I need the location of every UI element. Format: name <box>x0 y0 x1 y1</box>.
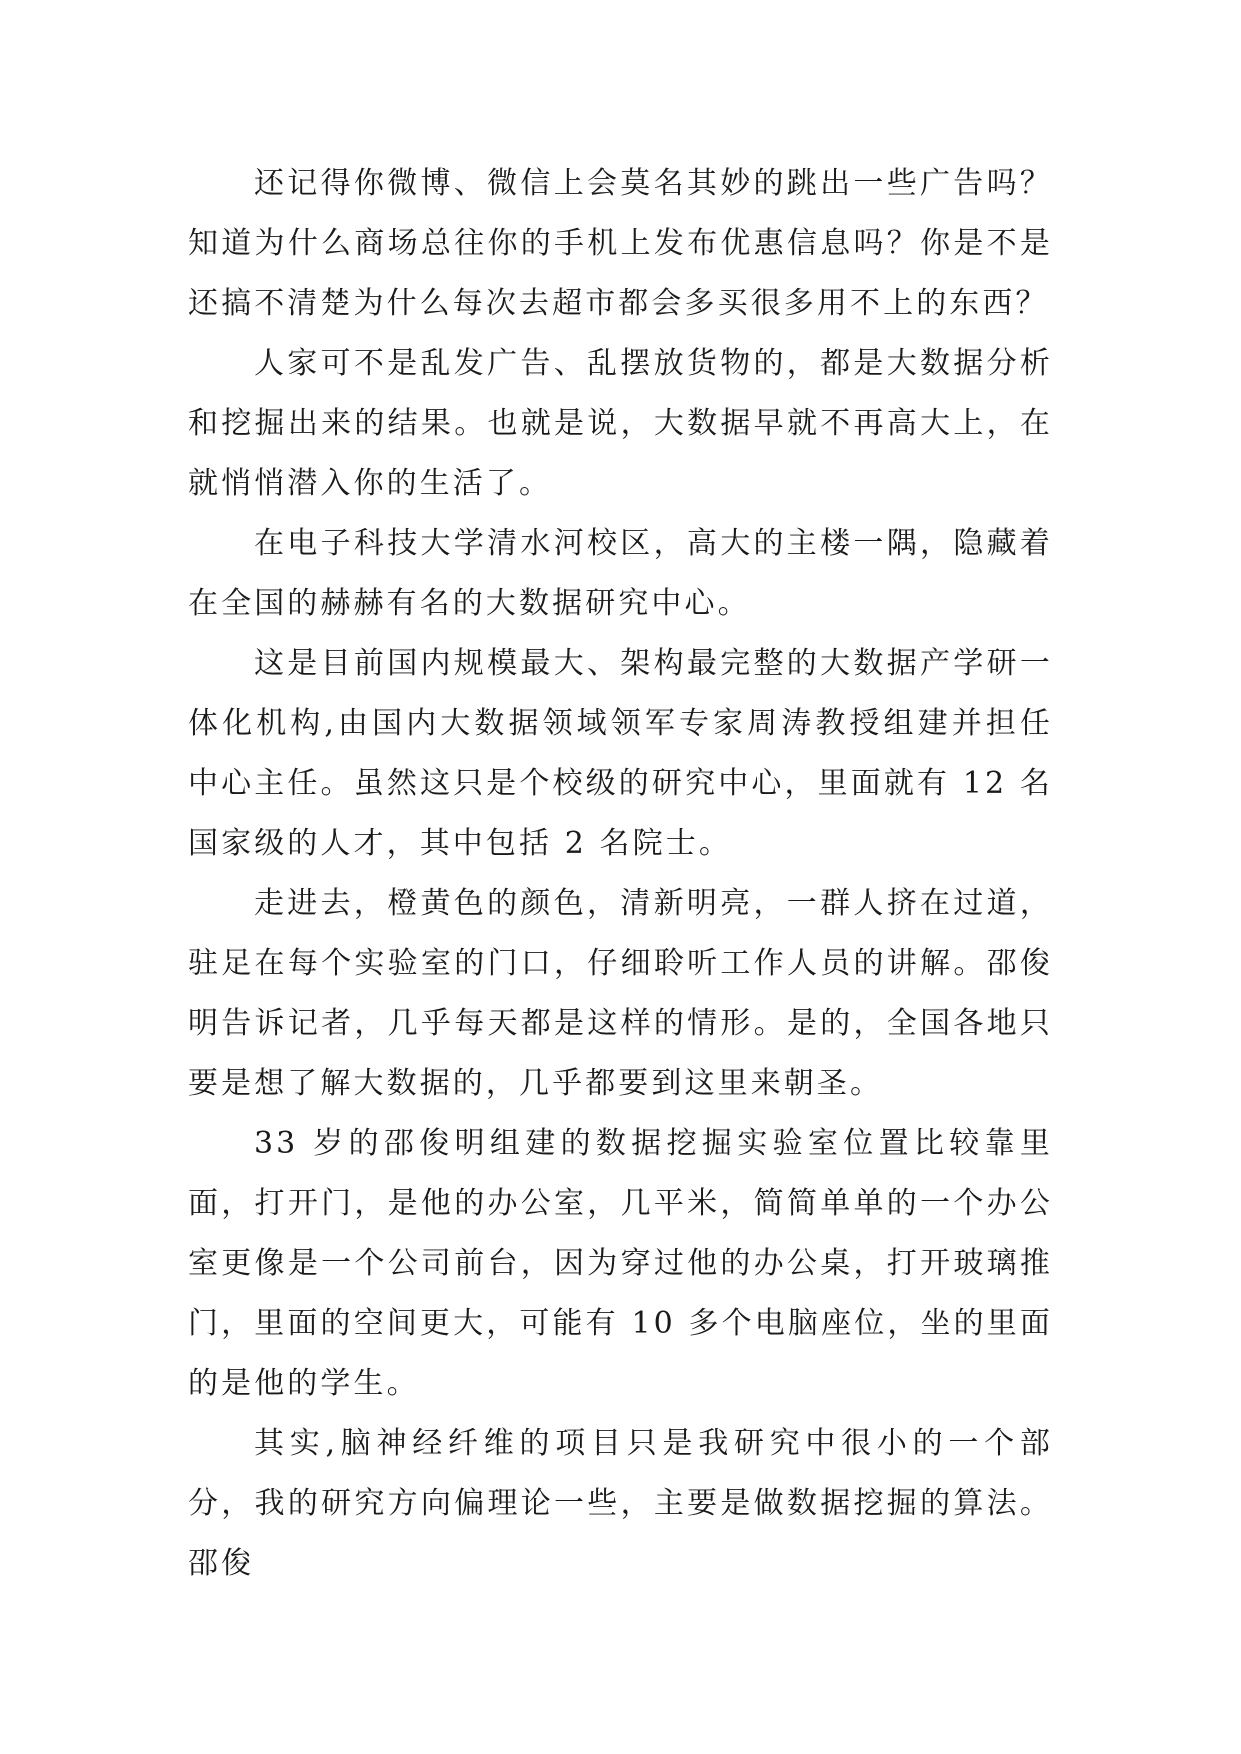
paragraph-6: 33 岁的邵俊明组建的数据挖掘实验室位置比较靠里面，打开门，是他的办公室，几平米，简简单单的一个办公室更像是一个公司前台，因为穿过他的办公桌，打开玻璃推门，里面的空间更大，可能有 10 多个电脑座位，坐的里面的是他的学生。 <box>188 1126 1053 1401</box>
paragraph-7: 其实,脑神经纤维的项目只是我研究中很小的一个部分，我的研究方向偏理论一些，主要是做数据挖掘的算法。邵俊 <box>188 1426 1053 1581</box>
paragraph-1: 还记得你微博、微信上会莫名其妙的跳出一些广告吗？知道为什么商场总往你的手机上发布优惠信息吗？你是不是还搞不清楚为什么每次去超市都会多买很多用不上的东西？ <box>188 166 1053 321</box>
paragraph-4: 这是目前国内规模最大、架构最完整的大数据产学研一体化机构,由国内大数据领域领军专家周涛教授组建并担任中心主任。虽然这只是个校级的研究中心，里面就有 12 名国家级的人才，其中包括 2 名院士。 <box>188 646 1053 861</box>
paragraph-2: 人家可不是乱发广告、乱摆放货物的，都是大数据分析和挖掘出来的结果。也就是说，大数据早就不再高大上，在就悄悄潜入你的生活了。 <box>188 346 1053 501</box>
paragraph-3: 在电子科技大学清水河校区，高大的主楼一隅，隐藏着在全国的赫赫有名的大数据研究中心。 <box>188 526 1053 621</box>
paragraph-5: 走进去，橙黄色的颜色，清新明亮，一群人挤在过道，驻足在每个实验室的门口，仔细聆听工作人员的讲解。邵俊明告诉记者，几乎每天都是这样的情形。是的，全国各地只要是想了解大数据的，几乎都要到这里来朝圣。 <box>188 886 1053 1101</box>
document-body <box>188 154 1053 1594</box>
